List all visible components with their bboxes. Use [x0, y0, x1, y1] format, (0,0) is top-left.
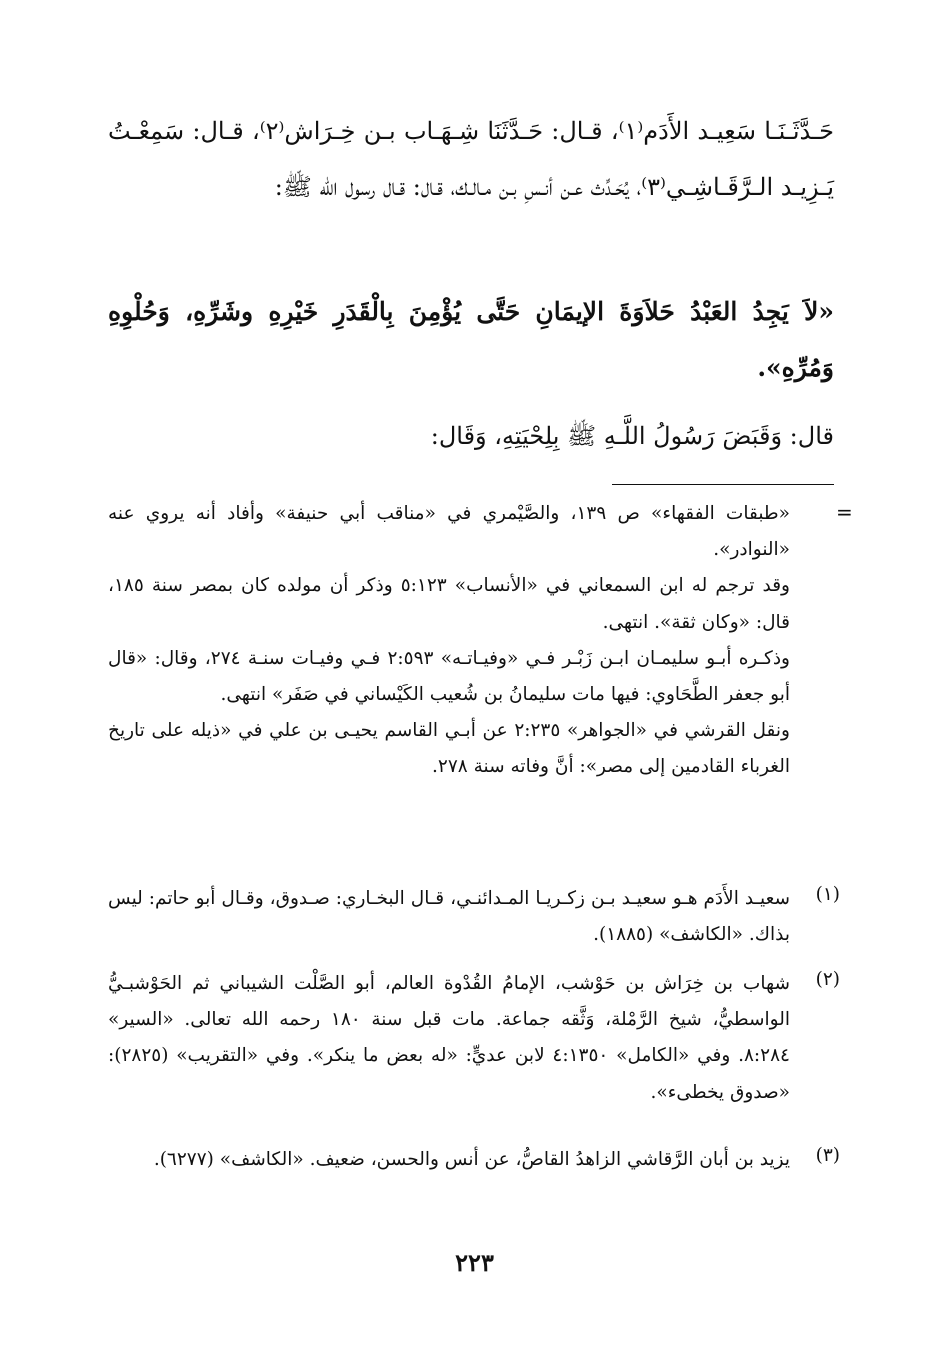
footnote-number: (٢) [815, 969, 840, 990]
footnote-separator [612, 484, 834, 485]
isnad-paragraph: حَـدَّثَـنَـا سَعِيـد الأَدَم⁽١⁾، قـال: حَـدَّثَنَا شِـهَـاب بـن خِـرَاش⁽٢⁾، قـال: سَمِعْـتُ يَـزِيـد الـرَّقَـاشِـي⁽٣⁾، يُحَـدِّث عـن أنـسِ بـن مـالـك، قـال: قـال رسول الله ﷺ: [108, 117, 834, 201]
footnote-continued-paragraph: وذكـره أبـو سليمـان ابـن زَبْـر فـي «وفيـاتـه» ٢:٥٩٣ فـي وفيـات سنـة ٢٧٤، وقال: «قال أبو جعفر الطَّحَاوي: فيها مات سليمانُ بن شُعيب الكَيْساني في صَفَر» انتهى. [108, 647, 790, 706]
footnote-text: شهاب بن خِرَاش بن حَوْشب، الإمامُ القُدْوة العالم، أبو الصَّلْت الشيباني ثم الحَوْشبـيُّ الواسطيُّ، شيخ الرَّمْلة، وَثَّقه جماعة. مات قبل سنة ١٨٠ رحمه الله تعالى. «السير» ٨:٢٨٤. وفي «الكامل» ٤:١٣٥٠ لابن عديٍّ: «له بعض ما ينكر». وفي «التقريب» (٢٨٢٥): «صدوق يخطىء». [108, 973, 790, 1103]
footnote-continued-block [108, 496, 790, 786]
footnote-continued-paragraph: «طبقات الفقهاء» ص ١٣٩، والصَّيْمري في «مناقب أبي حنيفة» وأفاد أنه يروي عنه «النوادر». [108, 503, 790, 561]
page-number: ٢٢٣ [455, 1248, 494, 1277]
continuation-marker: = [836, 500, 853, 524]
hadith-text: «لاَ يَجِدُ العَبْدُ حَلاَوَةَ الإيمَانِ حَتَّى يُؤْمِنَ بِالْقَدَرِ خَيْرِهِ وشَرِّهِ، وَحُلْوِهِ وَمُرِّهِ». [108, 297, 834, 382]
footnote-number: (١) [815, 884, 840, 905]
footnote-continued-paragraph: ونقل القرشي في «الجواهر» ٢:٢٣٥ عن أبـي القاسم يحيـى بن علي في «ذيله على تاريخ الغرباء القادمين إلى مصر»: أنَّ وفاته سنة ٢٧٨. [108, 720, 790, 778]
footnote-text: سعيـد الأَدَم هـو سعيـد بـن زكـريـا المـدائنـي، قـال البخـاري: صـدوق، وقـال أبو حاتم: ليس بذاك. «الكاشف» (١٨٨٥). [108, 888, 790, 946]
footnote-number: (٣) [815, 1145, 840, 1166]
narration-paragraph: قال: وَقَبَضَ رَسُولُ اللَّـهِ ﷺ بِلِحْيَتِهِ، وَقَال: [430, 422, 834, 450]
footnote-text: يزيد بن أبان الرَّقاشي الزاهدُ القاصُّ، عن أنس والحسن، ضعيف. «الكاشف» (٦٢٧٧). [153, 1149, 790, 1170]
footnote-continued-paragraph: وقد ترجم له ابن السمعاني في «الأنساب» ٥:١٢٣ وذكر أن مولده كان بمصر سنة ١٨٥، قال: «وكان ثقة». انتهى. [108, 575, 790, 633]
